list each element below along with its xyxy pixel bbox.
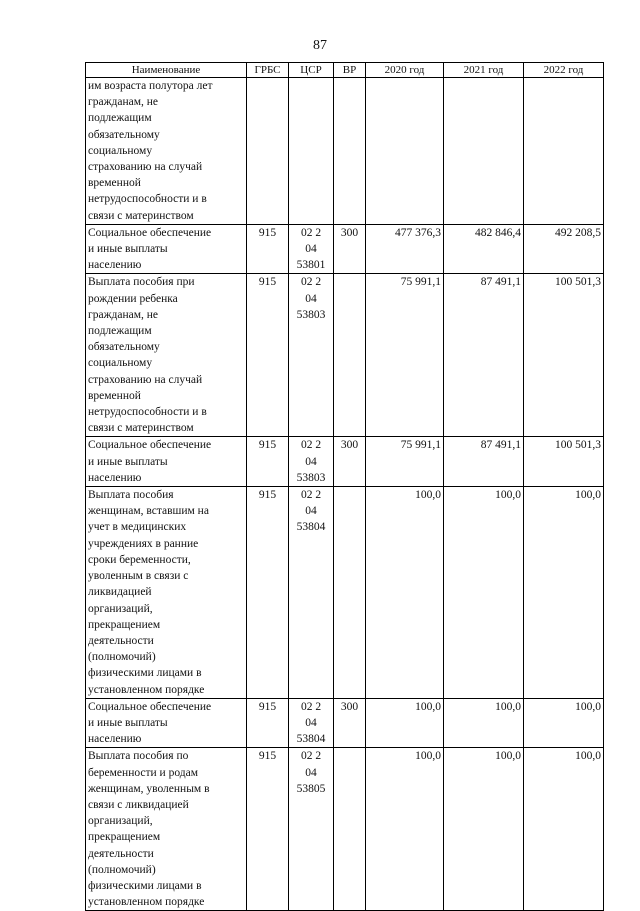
header-grbs: ГРБС	[247, 63, 289, 78]
header-name: Наименование	[86, 63, 247, 78]
row-2022: 100 501,3	[524, 274, 604, 437]
row-csr: 02 2 04 53804	[289, 487, 334, 699]
header-vr: ВР	[334, 63, 366, 78]
row-vr	[334, 748, 366, 911]
row-grbs: 915	[247, 698, 289, 748]
row-grbs: 915	[247, 437, 289, 487]
row-2021: 100,0	[444, 487, 524, 699]
row-name: Социальное обеспечение и иные выплаты населению	[86, 437, 247, 487]
page-number: 87	[313, 38, 327, 53]
row-vr	[334, 487, 366, 699]
row-csr	[289, 78, 334, 225]
row-csr: 02 2 04 53805	[289, 748, 334, 911]
row-2021: 100,0	[444, 698, 524, 748]
row-2020: 477 376,3	[366, 224, 444, 274]
row-csr: 02 2 04 53801	[289, 224, 334, 274]
row-vr	[334, 274, 366, 437]
row-2022: 100,0	[524, 698, 604, 748]
row-name: Социальное обеспечение и иные выплаты населению	[86, 224, 247, 274]
table-row	[86, 78, 604, 225]
header-csr: ЦСР	[289, 63, 334, 78]
row-name: им возраста полутора лет гражданам, не подлежащим обязательному социальному страхованию на случай временной нетрудоспособности и в связи с материнством	[86, 78, 247, 225]
row-grbs: 915	[247, 274, 289, 437]
row-2020: 100,0	[366, 748, 444, 911]
row-2021	[444, 78, 524, 225]
row-2020: 100,0	[366, 487, 444, 699]
header-2022: 2022 год	[524, 63, 604, 78]
budget-table	[85, 62, 604, 911]
row-2022	[524, 78, 604, 225]
header-2020: 2020 год	[366, 63, 444, 78]
row-2022: 100,0	[524, 748, 604, 911]
row-csr: 02 2 04 53803	[289, 274, 334, 437]
row-2021: 87 491,1	[444, 274, 524, 437]
row-2021: 100,0	[444, 748, 524, 911]
table-header-row	[86, 63, 604, 78]
row-name: Выплата пособия женщинам, вставшим на учет в медицинских учреждениях в ранние сроки беременности, уволенным в связи с ликвидацией организаций, прекращением деятельности (полномочий) физическими лицами в установленном порядке	[86, 487, 247, 699]
row-2020: 75 991,1	[366, 274, 444, 437]
row-2020	[366, 78, 444, 225]
table-row	[86, 437, 604, 487]
row-2021: 482 846,4	[444, 224, 524, 274]
row-grbs: 915	[247, 224, 289, 274]
table-row	[86, 698, 604, 748]
table-row	[86, 487, 604, 699]
row-vr: 300	[334, 437, 366, 487]
row-csr: 02 2 04 53804	[289, 698, 334, 748]
row-2022: 100 501,3	[524, 437, 604, 487]
row-vr: 300	[334, 698, 366, 748]
row-2022: 100,0	[524, 487, 604, 699]
row-2022: 492 208,5	[524, 224, 604, 274]
row-vr: 300	[334, 224, 366, 274]
row-grbs	[247, 78, 289, 225]
row-grbs: 915	[247, 748, 289, 911]
row-2021: 87 491,1	[444, 437, 524, 487]
row-vr	[334, 78, 366, 225]
table-row	[86, 224, 604, 274]
row-name: Социальное обеспечение и иные выплаты населению	[86, 698, 247, 748]
row-name: Выплата пособия при рождении ребенка гражданам, не подлежащим обязательному социальному страхованию на случай временной нетрудоспособности и в связи с материнством	[86, 274, 247, 437]
row-csr: 02 2 04 53803	[289, 437, 334, 487]
row-name: Выплата пособия по беременности и родам женщинам, уволенным в связи с ликвидацией организаций, прекращением деятельности (полномочий) физическими лицами в установленном порядке	[86, 748, 247, 911]
row-2020: 100,0	[366, 698, 444, 748]
header-2021: 2021 год	[444, 63, 524, 78]
row-grbs: 915	[247, 487, 289, 699]
row-2020: 75 991,1	[366, 437, 444, 487]
table-row	[86, 274, 604, 437]
table-row	[86, 748, 604, 911]
